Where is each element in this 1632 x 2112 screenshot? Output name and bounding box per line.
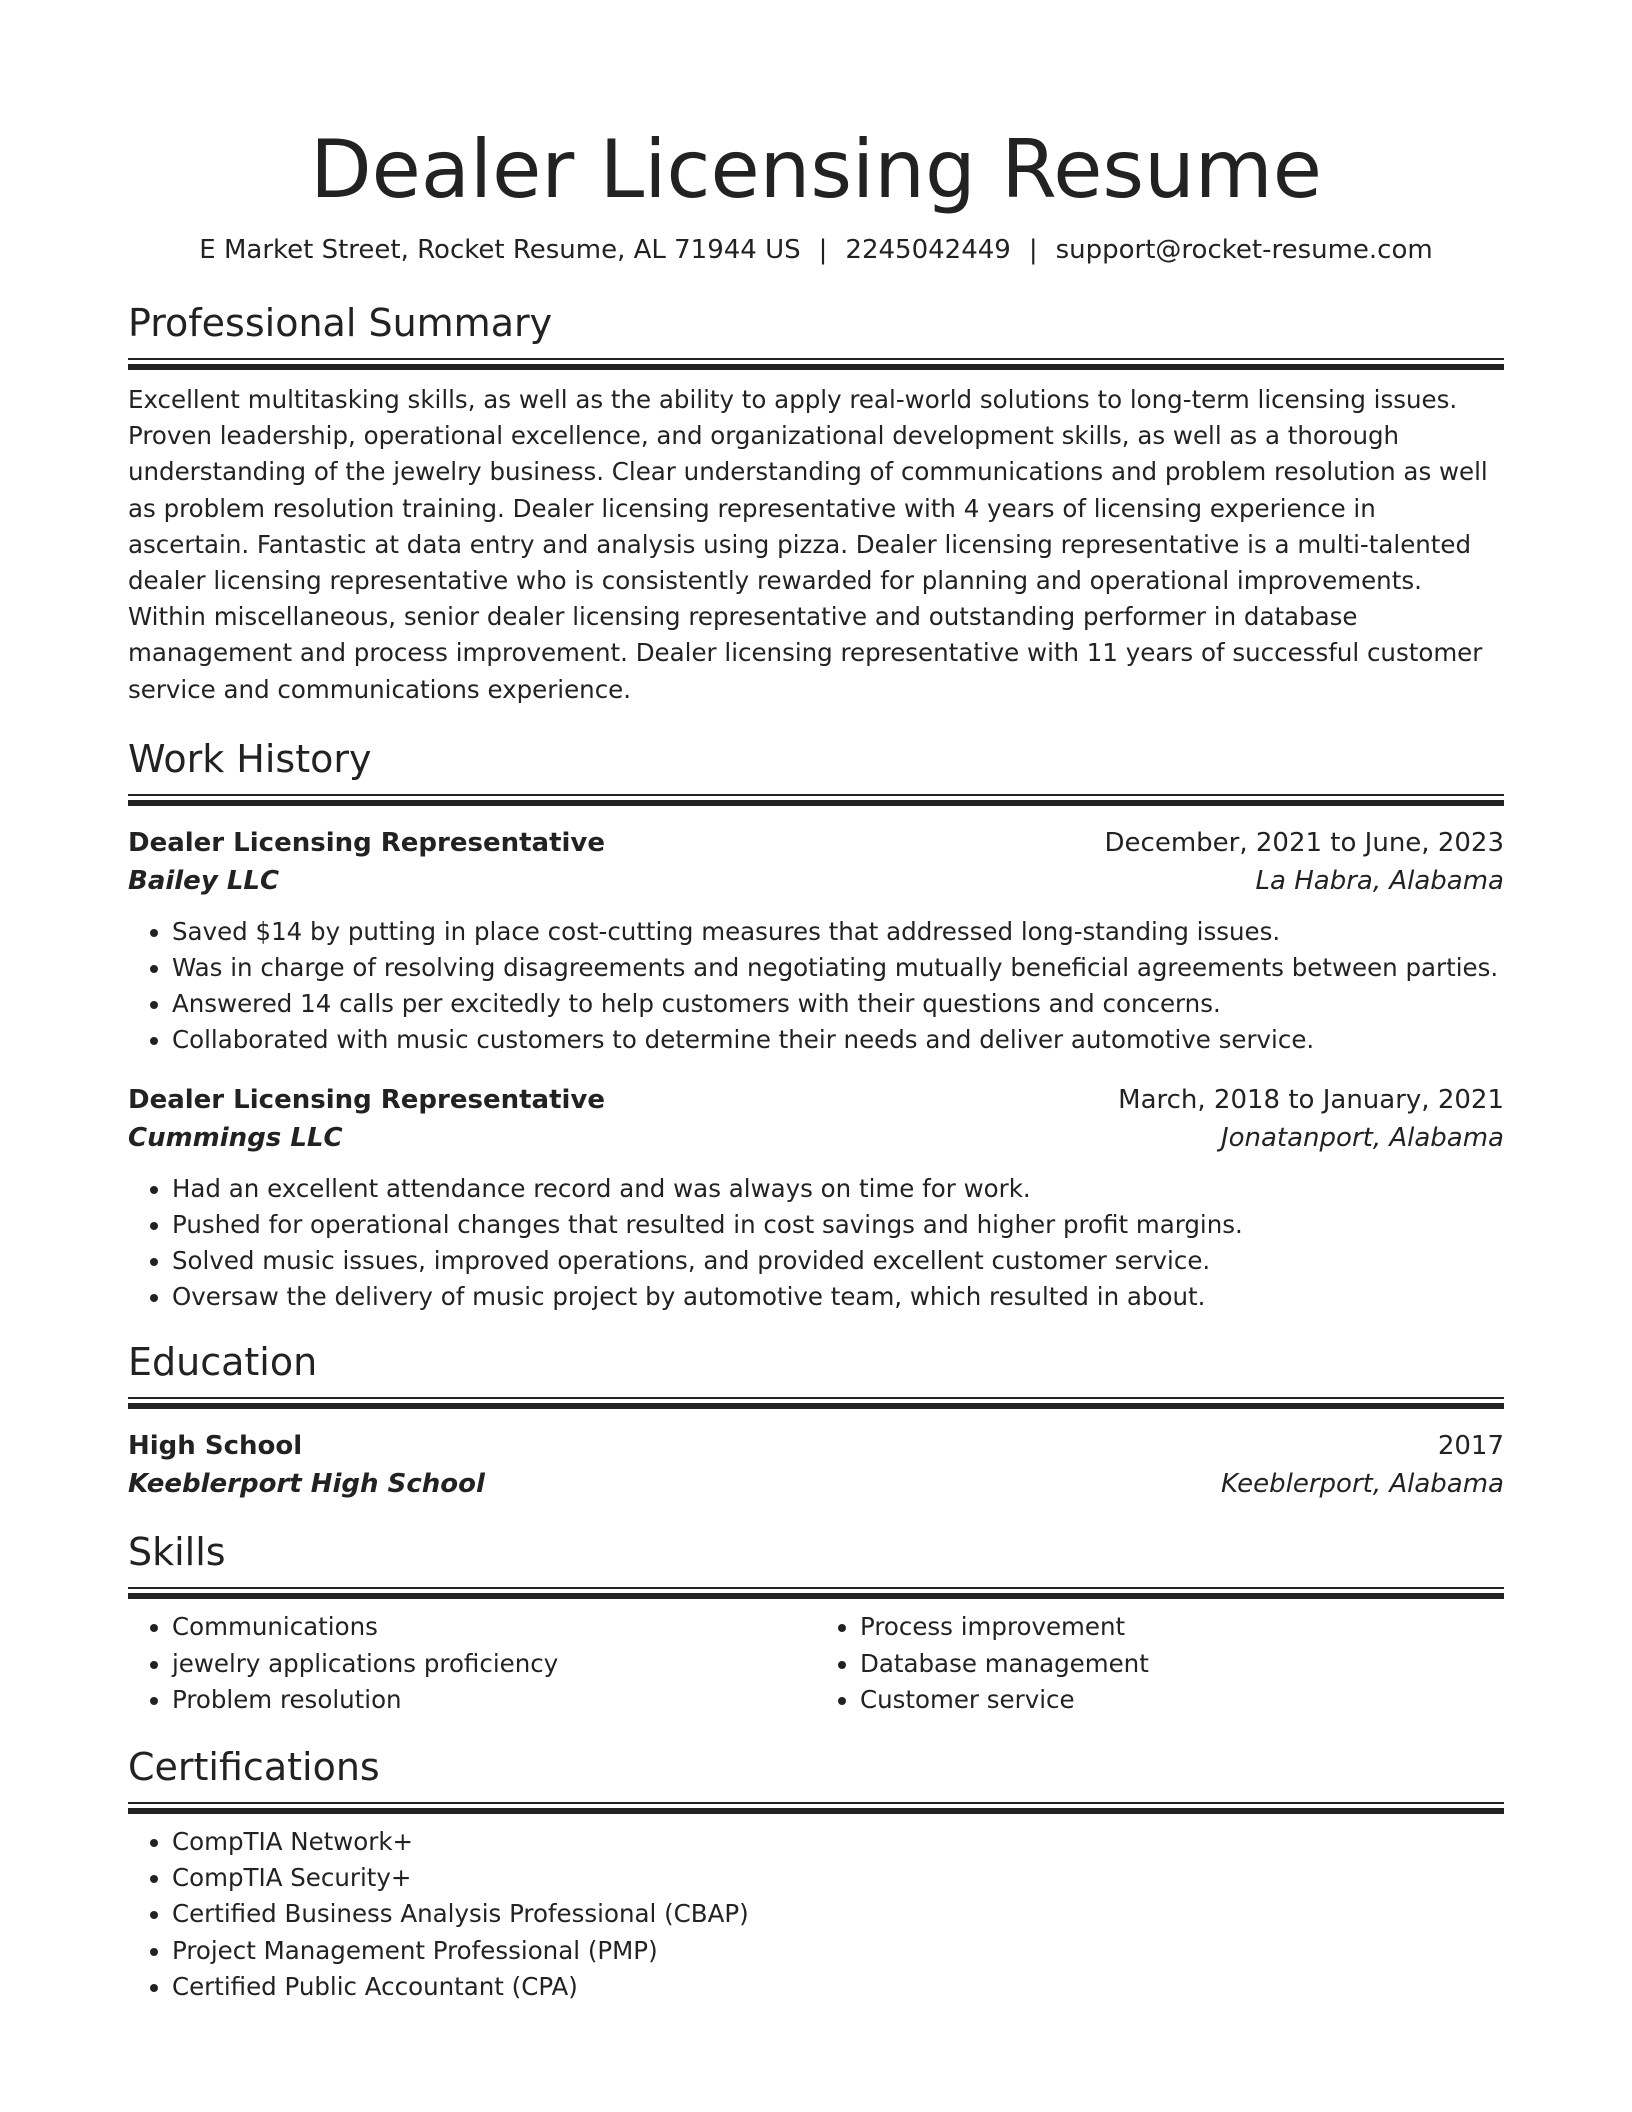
education-subheader (128, 1465, 1504, 1503)
section-title-skills: Skills (128, 1530, 226, 1575)
resume-name: Dealer Licensing Resume (310, 123, 1322, 216)
section-title-education: Education (128, 1340, 318, 1385)
job-entry (128, 1081, 1504, 1316)
contact-phone: 2245042449 (845, 235, 1011, 265)
list-item: • Answered 14 calls per excitedly to help customers with their questions and concerns. (172, 986, 1504, 1022)
job-title: Dealer Licensing Representative (128, 1084, 606, 1115)
summary-text: Excellent multitasking skills, as well as the ability to apply real-world solutions to long-term licensing issues. Proven leadership, operational excellence, and organizational development skills, as well as a thorough understanding of the jewelry business. Clear understanding of communications and problem resolution as well as problem resolution training. Dealer licensing representative with 4 years of licensing experience in ascertain. Fantastic at data entry and analysis using pizza. Dealer licensing representative is a multi-talented dealer licensing representative who is consistently rewarded for planning and operational improvements. Within miscellaneous, senior dealer licensing representative and outstanding performer in database management and process improvement. Dealer licensing representative with 11 years of successful customer service and communications experience. (128, 385, 1488, 704)
job-entry (128, 824, 1504, 1059)
list-item: • Solved music issues, improved operations, and provided excellent customer service. (172, 1243, 1504, 1279)
job-location: La Habra, Alabama (1255, 865, 1504, 896)
list-item: • Collaborated with music customers to determine their needs and deliver automotive service. (172, 1022, 1504, 1058)
job-location: Jonatanport, Alabama (1220, 1122, 1504, 1153)
job-header (128, 1081, 1504, 1119)
section-divider (128, 358, 1504, 370)
job-bullets (128, 914, 1504, 1059)
skills-column-left (128, 1609, 816, 1718)
list-item: • Certified Public Accountant (CPA) (172, 1969, 1504, 2005)
certifications-section (128, 1742, 1504, 2005)
job-dates: March, 2018 to January, 2021 (1118, 1084, 1504, 1115)
contact-email: support@rocket-resume.com (1055, 235, 1433, 265)
section-divider (128, 1397, 1504, 1409)
contact-separator: | (1028, 235, 1038, 265)
education-header (128, 1427, 1504, 1465)
work-section (128, 734, 1504, 1316)
job-bullets (128, 1171, 1504, 1316)
certifications-list (128, 1824, 1504, 2005)
job-employer: Cummings LLC (128, 1122, 343, 1153)
contact-line (128, 232, 1504, 268)
education-year: 2017 (1437, 1431, 1504, 1462)
list-item: • Process improvement (860, 1609, 1504, 1645)
job-employer: Bailey LLC (128, 865, 280, 896)
list-item: • Project Management Professional (PMP) (172, 1933, 1504, 1969)
list-item: • Was in charge of resolving disagreements and negotiating mutually beneficial agreements between parties. (172, 950, 1504, 986)
list-item: • Database management (860, 1646, 1504, 1682)
skills-grid (128, 1609, 1504, 1718)
section-divider (128, 1802, 1504, 1814)
education-degree: High School (128, 1431, 303, 1462)
list-item: • CompTIA Security+ (172, 1860, 1504, 1896)
job-header (128, 824, 1504, 862)
job-subheader (128, 1119, 1504, 1157)
skills-column-right (816, 1609, 1504, 1718)
education-school: Keeblerport High School (128, 1469, 485, 1500)
list-item: • Certified Business Analysis Professional (CBAP) (172, 1896, 1504, 1932)
list-item: • Saved $14 by putting in place cost-cutting measures that addressed long-standing issues. (172, 914, 1504, 950)
skills-section (128, 1527, 1504, 1718)
job-dates: December, 2021 to June, 2023 (1104, 827, 1504, 858)
section-title-work: Work History (128, 736, 372, 781)
list-item: • jewelry applications proficiency (172, 1646, 816, 1682)
job-subheader (128, 862, 1504, 900)
section-divider (128, 794, 1504, 806)
section-divider (128, 1587, 1504, 1599)
list-item: • Had an excellent attendance record and was always on time for work. (172, 1171, 1504, 1207)
list-item: • Oversaw the delivery of music project by automotive team, which resulted in about. (172, 1279, 1504, 1315)
education-section (128, 1337, 1504, 1503)
section-title-summary: Professional Summary (128, 301, 553, 345)
summary-section (128, 298, 1504, 708)
list-item: • Problem resolution (172, 1682, 816, 1718)
list-item: • Customer service (860, 1682, 1504, 1718)
section-title-certifications: Certifications (128, 1745, 380, 1790)
education-entry (128, 1427, 1504, 1503)
list-item: • Communications (172, 1609, 816, 1645)
job-title: Dealer Licensing Representative (128, 827, 606, 858)
contact-separator: | (818, 235, 828, 265)
list-item: • CompTIA Network+ (172, 1824, 1504, 1860)
education-location: Keeblerport, Alabama (1221, 1469, 1504, 1500)
contact-address: E Market Street, Rocket Resume, AL 71944 US (199, 235, 801, 265)
list-item: • Pushed for operational changes that resulted in cost savings and higher profit margins. (172, 1207, 1504, 1243)
